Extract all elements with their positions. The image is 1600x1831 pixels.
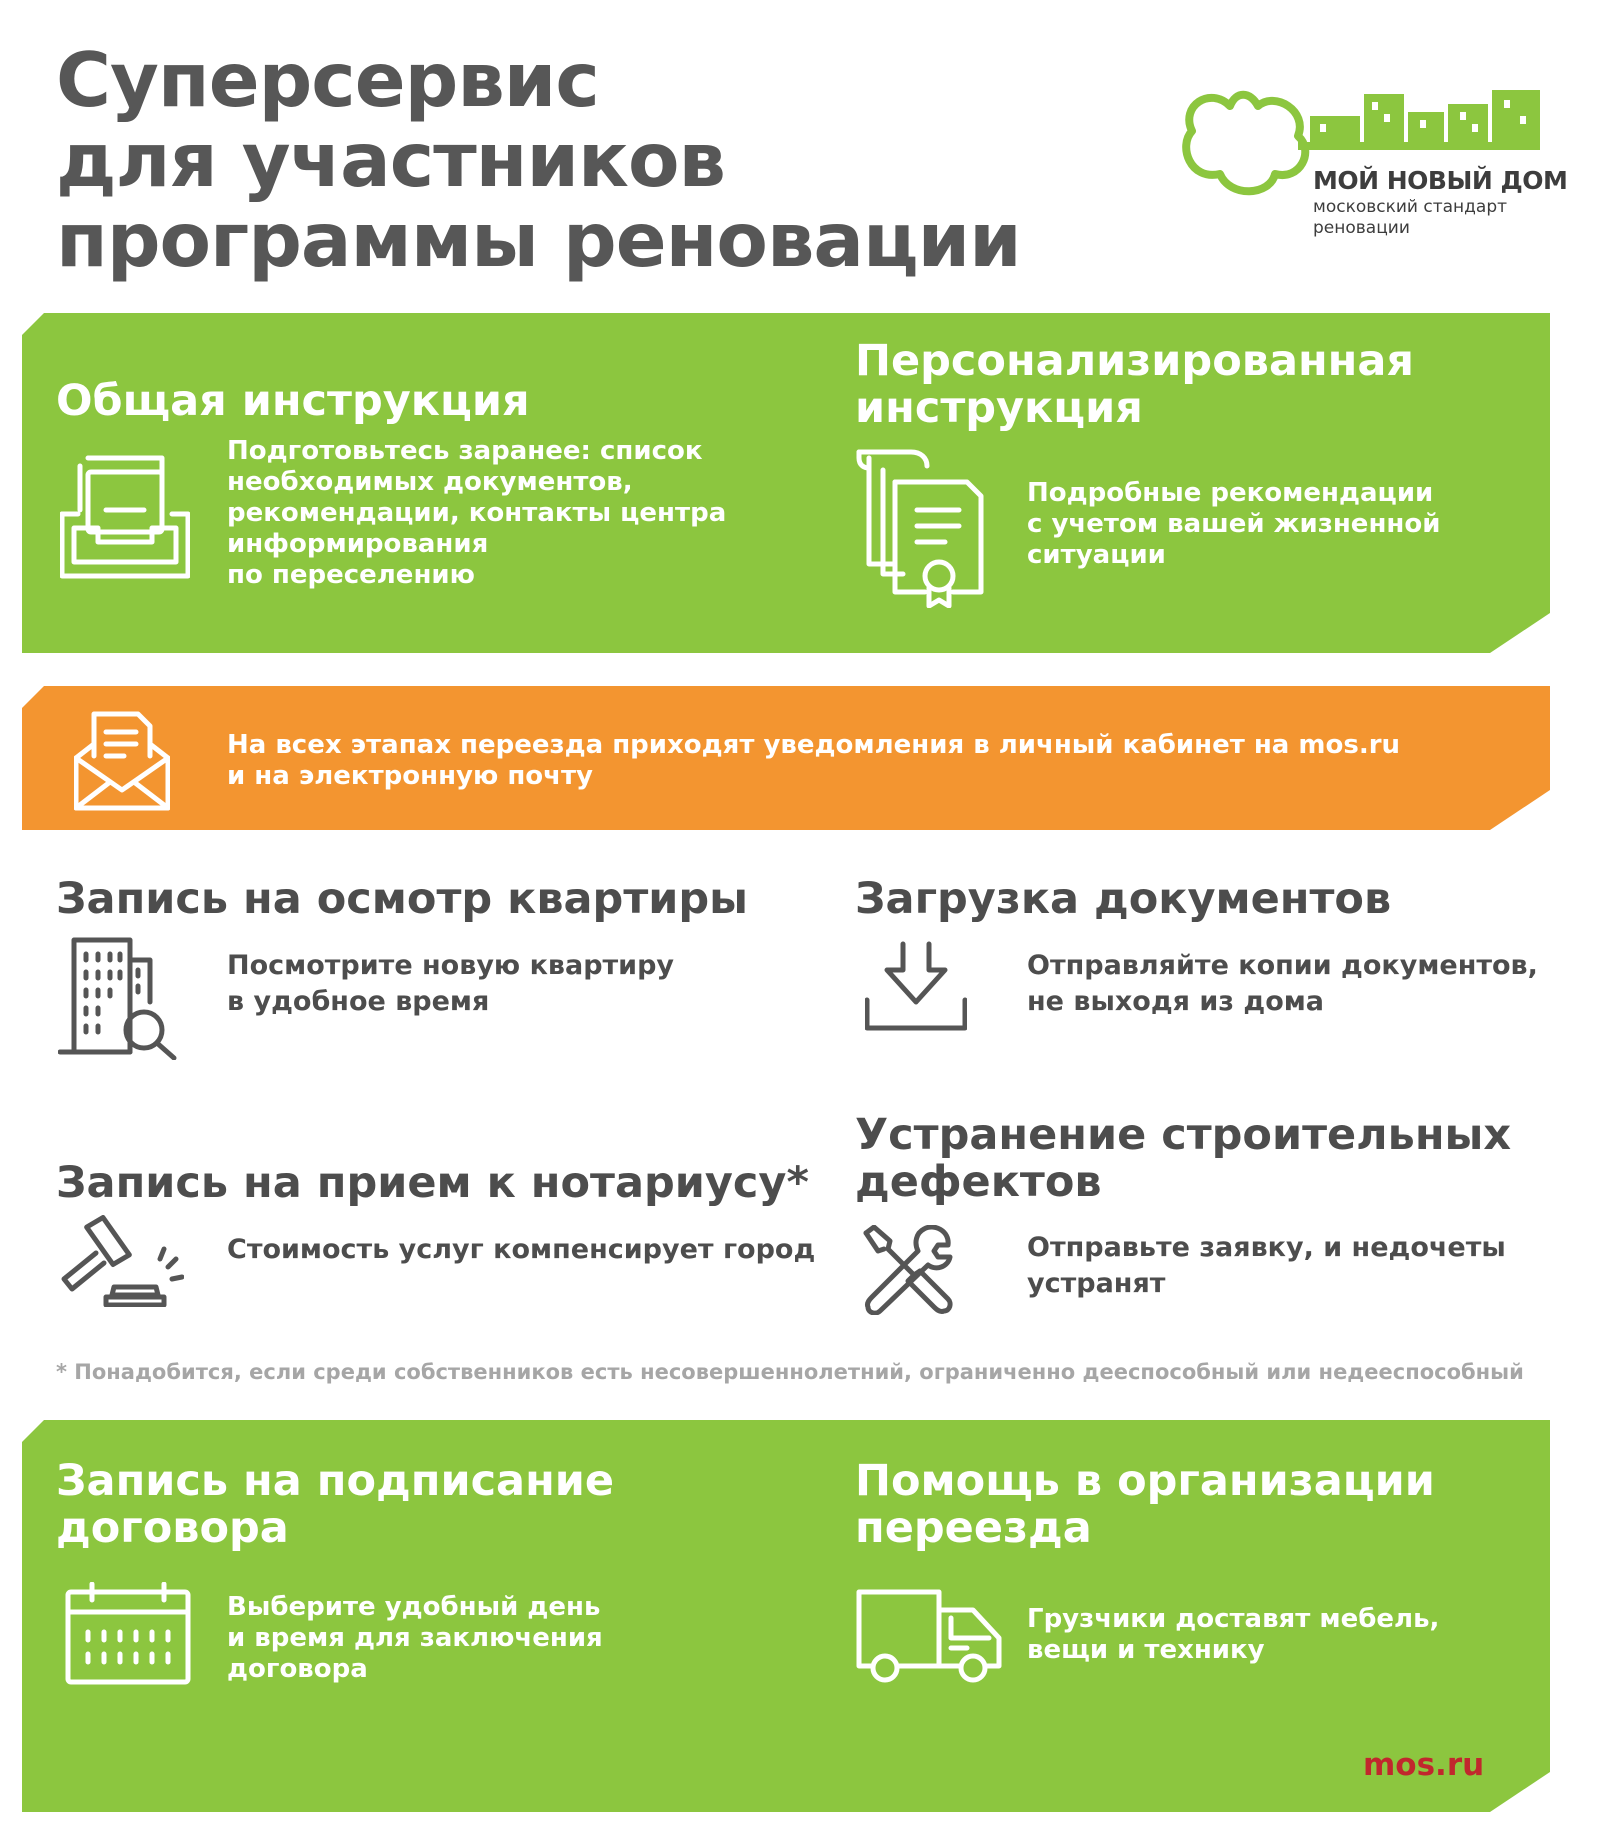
contract-title-line: договора	[56, 1503, 289, 1553]
logo-name: МОЙ НОВЫЙ ДОМ	[1313, 166, 1568, 195]
upload-title: Загрузка документов	[855, 874, 1392, 924]
logo-subtitle-line-2: реновации	[1313, 218, 1410, 238]
personal-text-line: с учетом вашей жизненной	[1027, 509, 1441, 539]
logo-subtitle-line-1: московский стандарт	[1313, 197, 1508, 217]
truck-icon	[855, 1588, 1003, 1684]
moving-text	[1027, 1604, 1439, 1666]
moving-title-line: переезда	[855, 1503, 1092, 1553]
viewing-text	[227, 948, 674, 1020]
notification-text-line: и на электронную почту	[227, 761, 594, 791]
general-text-line: информирования	[227, 529, 489, 559]
personal-title-line: инструкция	[855, 383, 1143, 433]
personal-instruction-text	[1027, 478, 1440, 571]
title-line-2: для участников	[56, 116, 725, 204]
general-text-line: Подготовьтесь заранее: список	[227, 436, 703, 466]
certificate-documents-icon	[855, 448, 985, 608]
tools-icon	[862, 1225, 956, 1315]
general-instruction-text	[227, 436, 726, 591]
defects-title-line: дефектов	[855, 1157, 1102, 1207]
title-line-3: программы реновации	[56, 196, 1021, 284]
upload-text	[1027, 948, 1538, 1020]
inbox-tray-icon	[60, 454, 190, 584]
moving-text-line: Грузчики доставят мебель,	[1027, 1604, 1440, 1634]
contract-text	[227, 1592, 603, 1685]
download-tray-icon	[865, 940, 967, 1032]
notification-text-line: На всех этапах переезда приходят уведомления в личный кабинет на mos.ru	[227, 730, 1401, 760]
notary-text	[227, 1232, 815, 1268]
defects-text	[1027, 1230, 1506, 1302]
general-text-line: необходимых документов,	[227, 467, 633, 497]
contract-text-line: Выберите удобный день	[227, 1592, 601, 1622]
envelope-letter-icon	[74, 710, 170, 812]
building-search-icon	[58, 936, 178, 1060]
moving-title-line: Помощь в организации	[855, 1456, 1435, 1506]
logo-subtitle	[1313, 197, 1507, 239]
contract-title-line: Запись на подписание	[56, 1456, 615, 1506]
defects-title-line: Устранение строительных	[855, 1110, 1512, 1160]
general-text-line: рекомендации, контакты центра	[227, 498, 727, 528]
personal-text-line: ситуации	[1027, 540, 1166, 570]
footnote: * Понадобится, если среди собственников есть несовершеннолетний, ограниченно дееспособный или недееспособный	[56, 1360, 1524, 1384]
personal-title-line: Персонализированная	[855, 336, 1415, 386]
site-link[interactable]: mos.ru	[1363, 1747, 1485, 1783]
viewing-text-line: в удобное время	[227, 986, 490, 1017]
contract-text-line: и время для заключения	[227, 1623, 603, 1653]
contract-text-line: договора	[227, 1654, 368, 1684]
viewing-text-line: Посмотрите новую квартиру	[227, 950, 675, 981]
notary-text-line: Стоимость услуг компенсирует город	[227, 1234, 816, 1265]
notary-title: Запись на прием к нотариусу*	[56, 1158, 809, 1208]
upload-text-line: Отправляйте копии документов,	[1027, 950, 1538, 981]
general-instruction-title: Общая инструкция	[56, 376, 530, 426]
page-title	[56, 36, 1021, 284]
gavel-icon	[60, 1215, 184, 1307]
moving-text-line: вещи и технику	[1027, 1635, 1265, 1665]
general-text-line: по переселению	[227, 560, 475, 590]
moving-title	[855, 1458, 1435, 1552]
defects-text-line: Отправьте заявку, и недочеты	[1027, 1232, 1506, 1263]
personal-text-line: Подробные рекомендации	[1027, 478, 1434, 508]
viewing-title: Запись на осмотр квартиры	[56, 874, 749, 924]
title-line-1: Суперсервис	[56, 36, 599, 124]
upload-text-line: не выходя из дома	[1027, 986, 1325, 1017]
defects-text-line: устранят	[1027, 1268, 1166, 1299]
notification-text	[227, 730, 1400, 792]
contract-title	[56, 1458, 614, 1552]
defects-title	[855, 1112, 1511, 1206]
personal-instruction-title	[855, 338, 1414, 432]
calendar-icon	[64, 1582, 192, 1686]
